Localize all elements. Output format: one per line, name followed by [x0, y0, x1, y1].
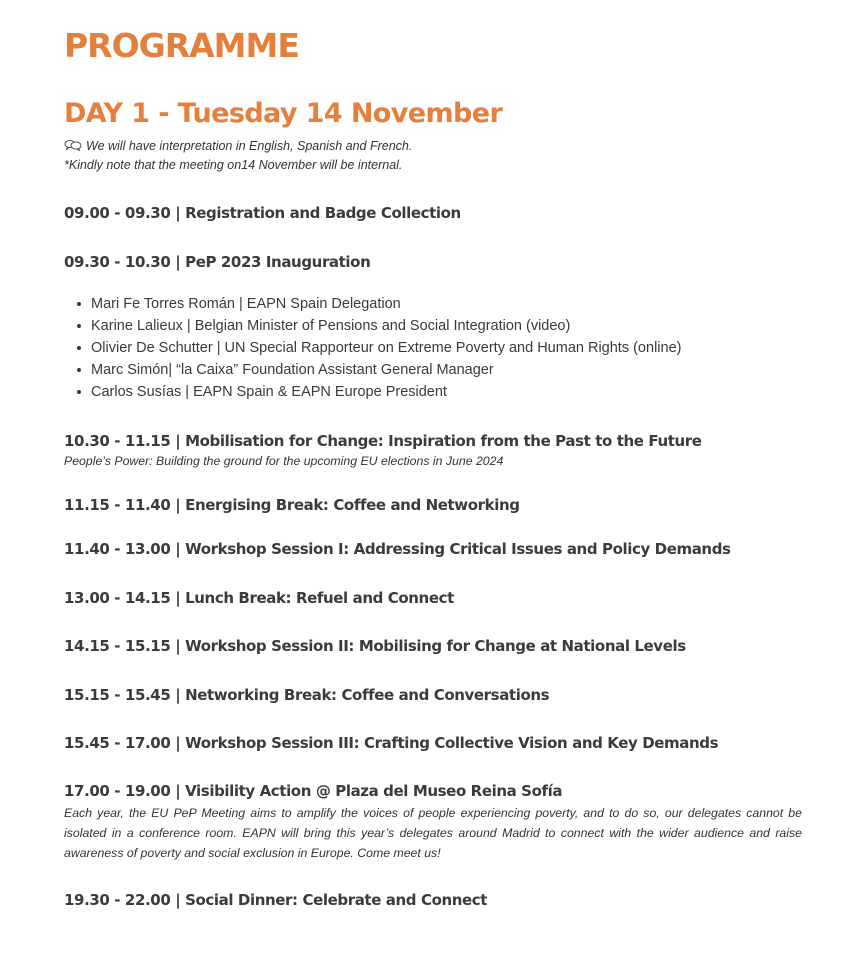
speech-bubbles-icon	[64, 139, 82, 151]
slot-title: Networking Break: Coffee and Conversations	[185, 686, 550, 704]
speaker-list-item: Karine Lalieux | Belgian Minister of Pensions and Social Integration (video)	[76, 315, 681, 337]
speaker-list	[76, 293, 681, 403]
slot-title: Lunch Break: Refuel and Connect	[185, 589, 454, 607]
slot-separator: |	[175, 734, 186, 752]
slot-title: Social Dinner: Celebrate and Connect	[185, 891, 488, 909]
day-notes	[64, 137, 412, 175]
slot-separator: |	[175, 204, 186, 222]
bullet-dot-icon	[77, 302, 81, 306]
schedule-item-lunch	[64, 588, 454, 608]
slot-time: 10.30 - 11.15	[64, 432, 171, 450]
speaker-list-item: Marc Simón| “la Caixa” Foundation Assistant General Manager	[76, 359, 681, 381]
schedule-item-mobilisation	[64, 431, 702, 451]
slot-time: 14.15 - 15.15	[64, 637, 171, 655]
day-heading: DAY 1 - Tuesday 14 November	[64, 98, 503, 129]
slot-time: 15.45 - 17.00	[64, 734, 171, 752]
schedule-item-workshop-3	[64, 733, 718, 753]
speaker-list-item: Mari Fe Torres Román | EAPN Spain Delegation	[76, 293, 681, 315]
slot-separator: |	[175, 496, 186, 514]
slot-description: People’s Power: Building the ground for the upcoming EU elections in June 2024	[64, 454, 504, 468]
schedule-item-inauguration	[64, 252, 370, 272]
slot-time: 09.30 - 10.30	[64, 253, 171, 271]
slot-time: 15.15 - 15.45	[64, 686, 171, 704]
slot-separator: |	[175, 589, 186, 607]
slot-separator: |	[175, 782, 186, 800]
slot-time: 17.00 - 19.00	[64, 782, 171, 800]
slot-separator: |	[175, 891, 186, 909]
slot-separator: |	[175, 540, 186, 558]
slot-separator: |	[175, 253, 186, 271]
slot-title: Visibility Action @ Plaza del Museo Reina Sofía	[185, 782, 563, 800]
slot-title: Workshop Session I: Addressing Critical Issues and Policy Demands	[185, 540, 731, 558]
page-title: PROGRAMME	[64, 26, 299, 65]
speaker-list-item: Carlos Susías | EAPN Spain & EAPN Europe President	[76, 381, 681, 403]
slot-time: 11.15 - 11.40	[64, 496, 171, 514]
slot-separator: |	[175, 686, 186, 704]
speaker-list-item: Olivier De Schutter | UN Special Rapporteur on Extreme Poverty and Human Rights (online)	[76, 337, 681, 359]
slot-title: Workshop Session III: Crafting Collective Vision and Key Demands	[185, 734, 719, 752]
bullet-dot-icon	[77, 324, 81, 328]
slot-title: Registration and Badge Collection	[185, 204, 461, 222]
bullet-dot-icon	[77, 368, 81, 372]
slot-time: 11.40 - 13.00	[64, 540, 171, 558]
slot-title: Energising Break: Coffee and Networking	[185, 496, 520, 514]
slot-time: 09.00 - 09.30	[64, 204, 171, 222]
slot-title: PeP 2023 Inauguration	[185, 253, 371, 271]
schedule-item-registration	[64, 203, 461, 223]
interpretation-text: We will have interpretation in English, Spanish and French.	[86, 139, 413, 153]
slot-title: Workshop Session II: Mobilising for Change at National Levels	[185, 637, 686, 655]
interpretation-note	[64, 137, 412, 156]
schedule-item-workshop-2	[64, 636, 686, 656]
schedule-item-visibility-action	[64, 781, 562, 801]
bullet-dot-icon	[77, 346, 81, 350]
internal-meeting-note: *Kindly note that the meeting on14 November will be internal.	[64, 158, 403, 172]
schedule-item-networking-break	[64, 685, 549, 705]
slot-separator: |	[175, 637, 186, 655]
slot-time: 19.30 - 22.00	[64, 891, 171, 909]
slot-time: 13.00 - 14.15	[64, 589, 171, 607]
schedule-item-social-dinner	[64, 890, 487, 910]
schedule-item-energising-break	[64, 495, 520, 515]
bullet-dot-icon	[77, 390, 81, 394]
slot-description: Each year, the EU PeP Meeting aims to amplify the voices of people experiencing poverty, and to do so, our delegates cannot be isolated in a conference room. EAPN will bring this year’s delegates around Madrid to connect with the wider audience and raise awareness of poverty and social exclusion in Europe. Come meet us!	[64, 806, 802, 860]
schedule-item-workshop-1	[64, 539, 731, 559]
slot-title: Mobilisation for Change: Inspiration from the Past to the Future	[185, 432, 702, 450]
slot-separator: |	[175, 432, 186, 450]
